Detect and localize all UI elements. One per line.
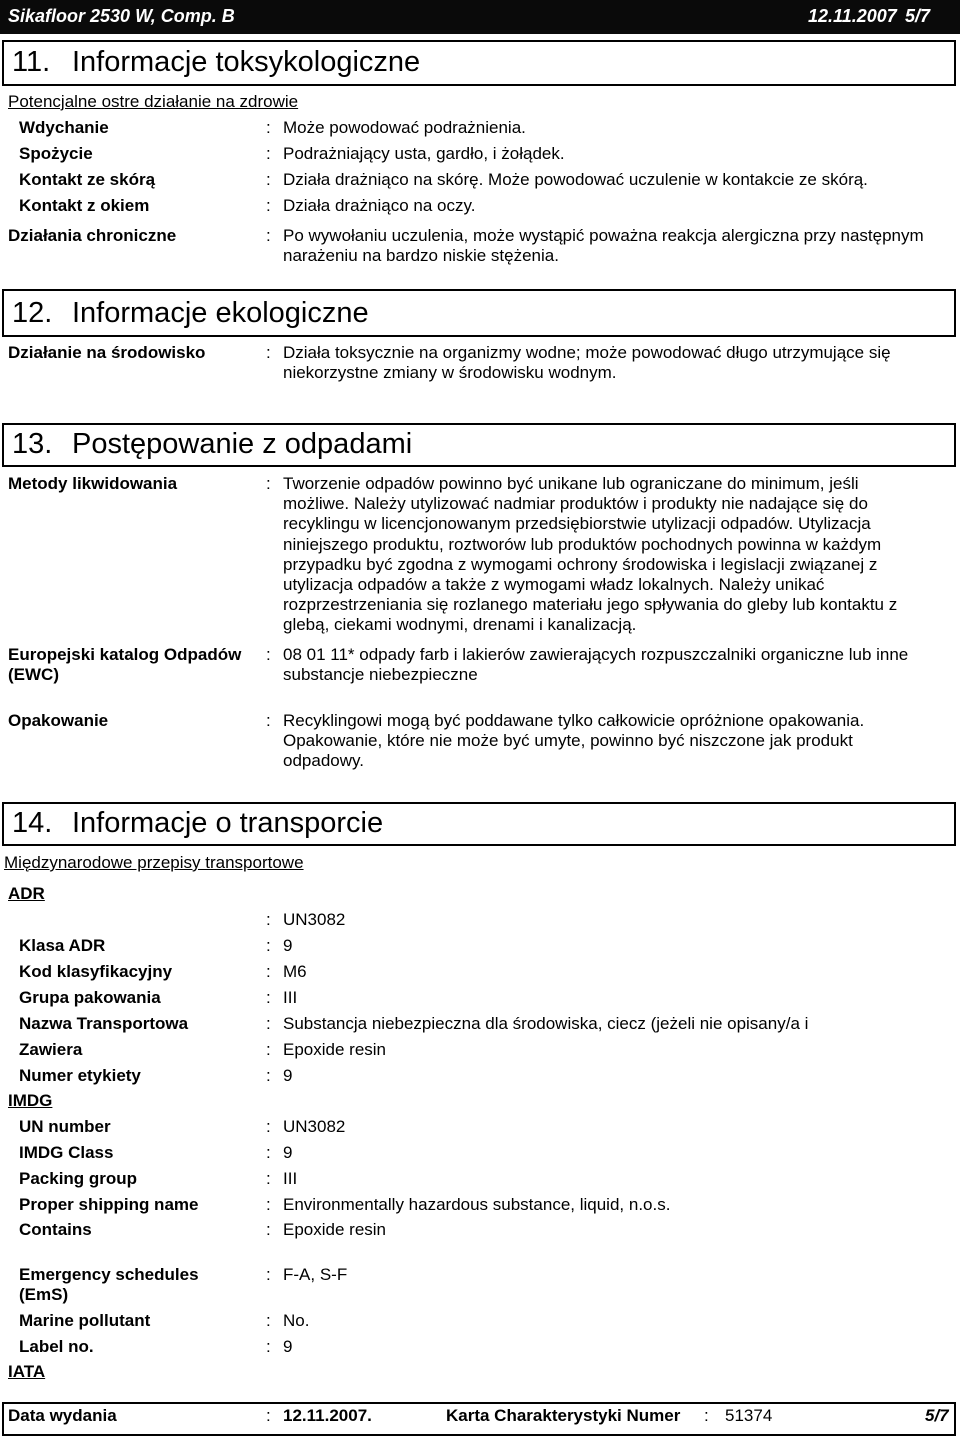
acute-effects-subheading: Potencjalne ostre działanie na zdrowie (8, 92, 299, 111)
footer-colon: : (266, 1406, 271, 1425)
section-11-heading (2, 40, 956, 86)
row-label: Emergency schedules (EmS) (19, 1265, 199, 1304)
row-label: Label no. (19, 1337, 94, 1356)
section-number: 14. (12, 807, 53, 839)
row-value: 9 (283, 1143, 293, 1162)
row-colon: : (266, 1066, 271, 1085)
adr-heading: ADR (8, 884, 45, 903)
row-colon: : (266, 226, 271, 245)
section-number: 11. (12, 46, 51, 78)
footer-top-rule (2, 1402, 956, 1404)
section-number: 13. (12, 428, 53, 460)
sds-number-value: 51374 (725, 1406, 773, 1425)
section-title: Informacje toksykologiczne (72, 46, 421, 78)
row-colon: : (266, 645, 271, 664)
row-value: No. (283, 1311, 310, 1330)
row-colon: : (266, 936, 271, 955)
row-value: Może powodować podrażnienia. (283, 118, 526, 137)
row-label: Metody likwidowania (8, 474, 178, 493)
row-value: III (283, 1169, 298, 1188)
row-value: Environmentally hazardous substance, liquid, n.o.s. (283, 1195, 671, 1214)
row-value: F-A, S-F (283, 1265, 348, 1284)
row-label: Zawiera (19, 1040, 83, 1059)
row-colon: : (266, 711, 271, 730)
section-number: 12. (12, 297, 53, 329)
row-label: Działania chroniczne (8, 226, 177, 245)
row-label: Grupa pakowania (19, 988, 161, 1007)
section-title: Informacje ekologiczne (72, 297, 369, 329)
row-label: Proper shipping name (19, 1195, 199, 1214)
row-colon: : (266, 1265, 271, 1284)
row-label: Wdychanie (19, 118, 109, 137)
iata-heading: IATA (8, 1362, 46, 1381)
row-colon: : (266, 1311, 271, 1330)
row-label: Nazwa Transportowa (19, 1014, 189, 1033)
row-colon: : (266, 962, 271, 981)
row-value: III (283, 988, 298, 1007)
row-value: 9 (283, 1337, 293, 1356)
row-value: Działa toksycznie na organizmy wodne; może powodować długo utrzymujące się niekorzystne zmiany w środowisku wodnym. (283, 343, 891, 383)
row-value: Epoxide resin (283, 1220, 387, 1239)
footer-right-rule (954, 1402, 956, 1434)
sds-number-label: Karta Charakterystyki Numer (446, 1406, 681, 1425)
row-colon: : (266, 1195, 271, 1214)
row-value: Działa drażniąco na oczy. (283, 196, 476, 215)
adr-un-number: UN3082 (283, 910, 346, 929)
row-colon: : (266, 1014, 271, 1033)
row-label: Opakowanie (8, 711, 109, 730)
row-value: UN3082 (283, 1117, 346, 1136)
section-13-heading (2, 423, 956, 467)
row-value: Działa drażniąco na skórę. Może powodować uczulenie w kontakcie ze skórą. (283, 170, 868, 189)
row-colon: : (266, 1040, 271, 1059)
row-colon: : (266, 910, 271, 929)
row-value: 9 (283, 936, 293, 955)
row-label: Kontakt ze skórą (19, 170, 156, 189)
footer-bottom-rule (2, 1434, 956, 1436)
row-value: Podrażniający usta, gardło, i żołądek. (283, 144, 565, 163)
footer-page-number: 5/7 (925, 1406, 949, 1425)
imdg-heading: IMDG (8, 1091, 53, 1110)
header-page-number: 5/7 (905, 6, 931, 26)
row-colon: : (266, 474, 271, 493)
row-value: Tworzenie odpadów powinno być unikane lub ograniczane do minimum, jeśli możliwe. Należy utylizować nadmiar produktów i produkty nie nadające się do recyklingu w licencjonowanym przedsiębiorstwie utylizacji odpadów. Utylizacja niniejszego produktu, roztworów lub produktów pochodnych powinna w każdym przypadku być zgodna z wymogami ochrony środowiska i legislacji związanej z utylizacja odpadów a także z wymogami władz lokalnych. Należy unikać rozprzestrzeniania się rozlanego materiału jego spływania do gleby lub kontaktu z glebą, ciekami wodnymi, drenami i kanalizacją. (283, 474, 898, 635)
row-label: Numer etykiety (19, 1066, 141, 1085)
transport-subheading: Międzynarodowe przepisy transportowe (4, 853, 304, 872)
row-colon: : (266, 1220, 271, 1239)
row-colon: : (266, 1143, 271, 1162)
section-12-heading (2, 289, 956, 337)
row-value: 9 (283, 1066, 293, 1085)
row-colon: : (266, 170, 271, 189)
row-colon: : (266, 196, 271, 215)
row-value: Substancja niebezpieczna dla środowiska, ciecz (jeżeli nie opisany/a i (283, 1014, 809, 1033)
document-title: Sikafloor 2530 W, Comp. B (8, 6, 235, 26)
row-label: Działanie na środowisko (8, 343, 206, 362)
section-title: Informacje o transporcie (72, 807, 384, 839)
row-colon: : (266, 1169, 271, 1188)
issue-date-label: Data wydania (8, 1406, 117, 1425)
row-label: Kontakt z okiem (19, 196, 150, 215)
page-header (0, 0, 960, 34)
issue-date-value: 12.11.2007. (283, 1406, 372, 1425)
section-title: Postępowanie z odpadami (72, 428, 413, 460)
row-label: Klasa ADR (19, 936, 106, 955)
row-colon: : (266, 343, 271, 362)
row-value: Epoxide resin (283, 1040, 387, 1059)
footer-left-rule (2, 1402, 4, 1434)
row-colon: : (266, 1117, 271, 1136)
row-colon: : (266, 144, 271, 163)
row-value: M6 (283, 962, 307, 981)
row-value: 08 01 11* odpady farb i lakierów zawierających rozpuszczalniki organiczne lub inne substancje niebezpieczne (283, 645, 909, 685)
row-label: Europejski katalog Odpadów (EWC) (8, 645, 242, 684)
row-label: Contains (19, 1220, 92, 1239)
row-value: Recyklingowi mogą być poddawane tylko całkowicie opróżnione opakowania. Opakowanie, które nie może być umyte, powinno być niszczone jak produkt odpadowy. (283, 711, 865, 771)
header-date: 12.11.2007 (808, 6, 897, 26)
row-colon: : (266, 118, 271, 137)
row-label: Packing group (19, 1169, 138, 1188)
row-colon: : (266, 988, 271, 1007)
footer-colon: : (704, 1406, 709, 1425)
row-label: Kod klasyfikacyjny (19, 962, 173, 981)
row-colon: : (266, 1337, 271, 1356)
row-value: Po wywołaniu uczulenia, może wystąpić poważna reakcja alergiczna przy następnym narażeniu na bardzo niskie stężenia. (283, 226, 924, 266)
row-label: IMDG Class (19, 1143, 114, 1162)
row-label: Marine pollutant (19, 1311, 151, 1330)
row-label: UN number (19, 1117, 111, 1136)
section-14-heading (2, 802, 956, 846)
row-label: Spożycie (19, 144, 93, 163)
